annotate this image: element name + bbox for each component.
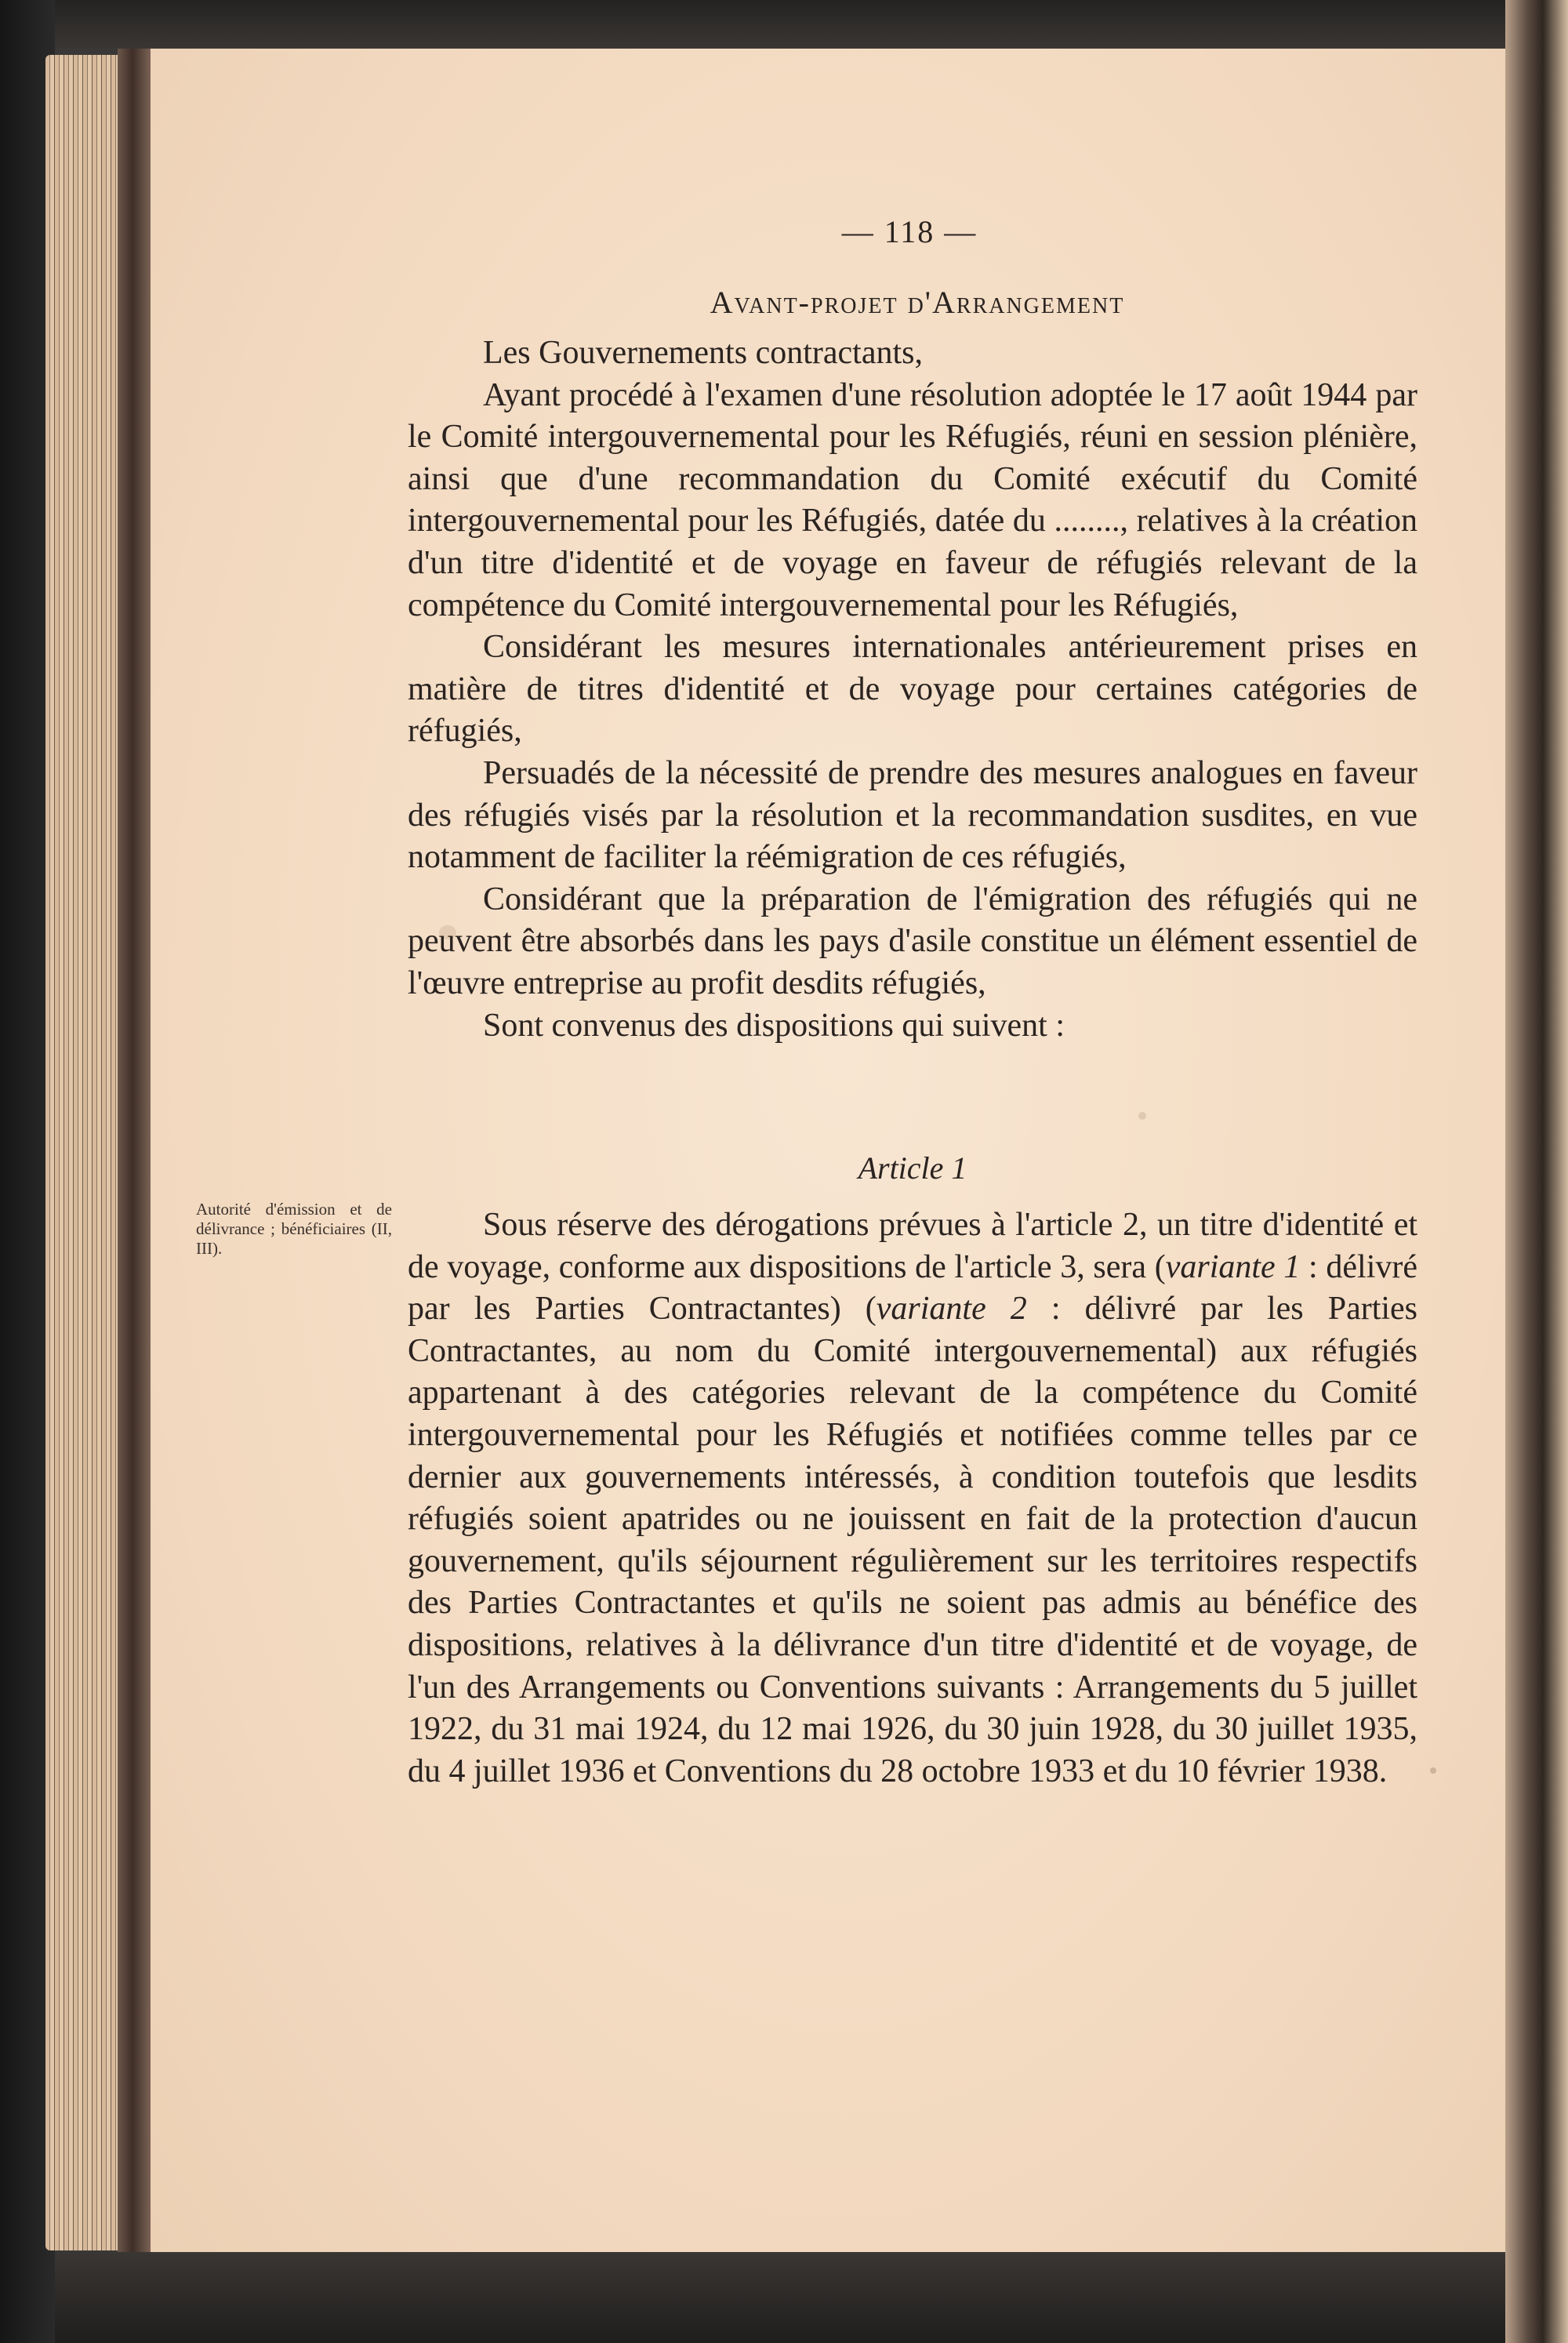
variant-label: variante 1 (1165, 1248, 1301, 1285)
article-body (408, 1204, 1417, 1793)
paragraph: Considérant les mesures internationales antérieurement prises en matière de titres d'identité et de voyage pour certaines catégories de réfugiés, (408, 629, 1417, 750)
scan-background-top (55, 0, 1505, 49)
article-paragraph (408, 1204, 1417, 1793)
page-title: Avant-projet d'Arrangement (710, 285, 1125, 320)
article-text: : délivré par les Parties Contractantes) ( (408, 1248, 1417, 1328)
scan-background-bottom (55, 2252, 1505, 2343)
article-text: Sous réserve des dérogations prévues à l'article 2, un titre d'identité et de voyage, conforme aux dispositions de l'article 3, sera ( (408, 1207, 1417, 1285)
marginal-note: Autorité d'émission et de délivrance ; bénéficiaires (II, III). (196, 1200, 392, 1258)
article-text: : délivré par les Parties Contractantes, au nom du Comité intergouvernemental) aux réfugiés appartenant à des catégories relevant de la compétence du Comité intergouvernemental pour les Réfugiés et notifiées comme telles par ce dernier aux gouvernements intéressés, à condition toutefois que lesdits réfugiés soient apatrides ou ne jouissent en fait de la protection d'aucun gouvernement, qu'ils séjournent régulièrement sur les territoires respectifs des Parties Contractantes et qu'ils ne soient pas admis au bénéfice des dispositions, relatives à la délivrance d'un titre d'identité et de voyage, de l'un des Arrangements ou Conventions suivants : Arrangements du 5 juillet 1922, du 31 mai 1924, du 12 mai 1926, du 30 juin 1928, du 30 juillet 1935, du 4 juillet 1936 et Conventions du 28 octobre 1933 et du 10 février 1938. (408, 1291, 1418, 1789)
paragraph: Sont convenus des dispositions qui suivent : (483, 1007, 1065, 1044)
paragraph: Les Gouvernements contractants, (483, 335, 923, 371)
paragraph: Persuadés de la nécessité de prendre des mesures analogues en faveur des réfugiés visés par la résolution et la recommandation susdites, en vue notamment de faciliter la réémigration de ces réfugiés, (408, 754, 1417, 876)
paragraph: Ayant procédé à l'examen d'une résolution adoptée le 17 août 1944 par le Comité intergouvernemental pour les Réfugiés, réuni en session plénière, ainsi que d'une recommandation du Comité exécutif du Comité intergouvernemental pour les Réfugiés, datée du ........, relatives à la création d'un titre d'identité et de voyage en faveur de réfugiés relevant de la compétence du Comité intergouvernemental pour les Réfugiés, (408, 376, 1417, 623)
article-heading: Article 1 (858, 1150, 967, 1186)
preamble (408, 332, 1417, 1047)
paragraph: Considérant que la préparation de l'émigration des réfugiés qui ne peuvent être absorbés dans les pays d'asile constitue un élément essentiel de l'œuvre entreprise au profit desdits réfugiés, (408, 881, 1417, 1001)
book-spine-shadow (118, 49, 155, 2252)
book-gutter (1505, 0, 1568, 2343)
page-number: — 118 — (841, 214, 978, 249)
variant-label: variante 2 (876, 1291, 1027, 1328)
